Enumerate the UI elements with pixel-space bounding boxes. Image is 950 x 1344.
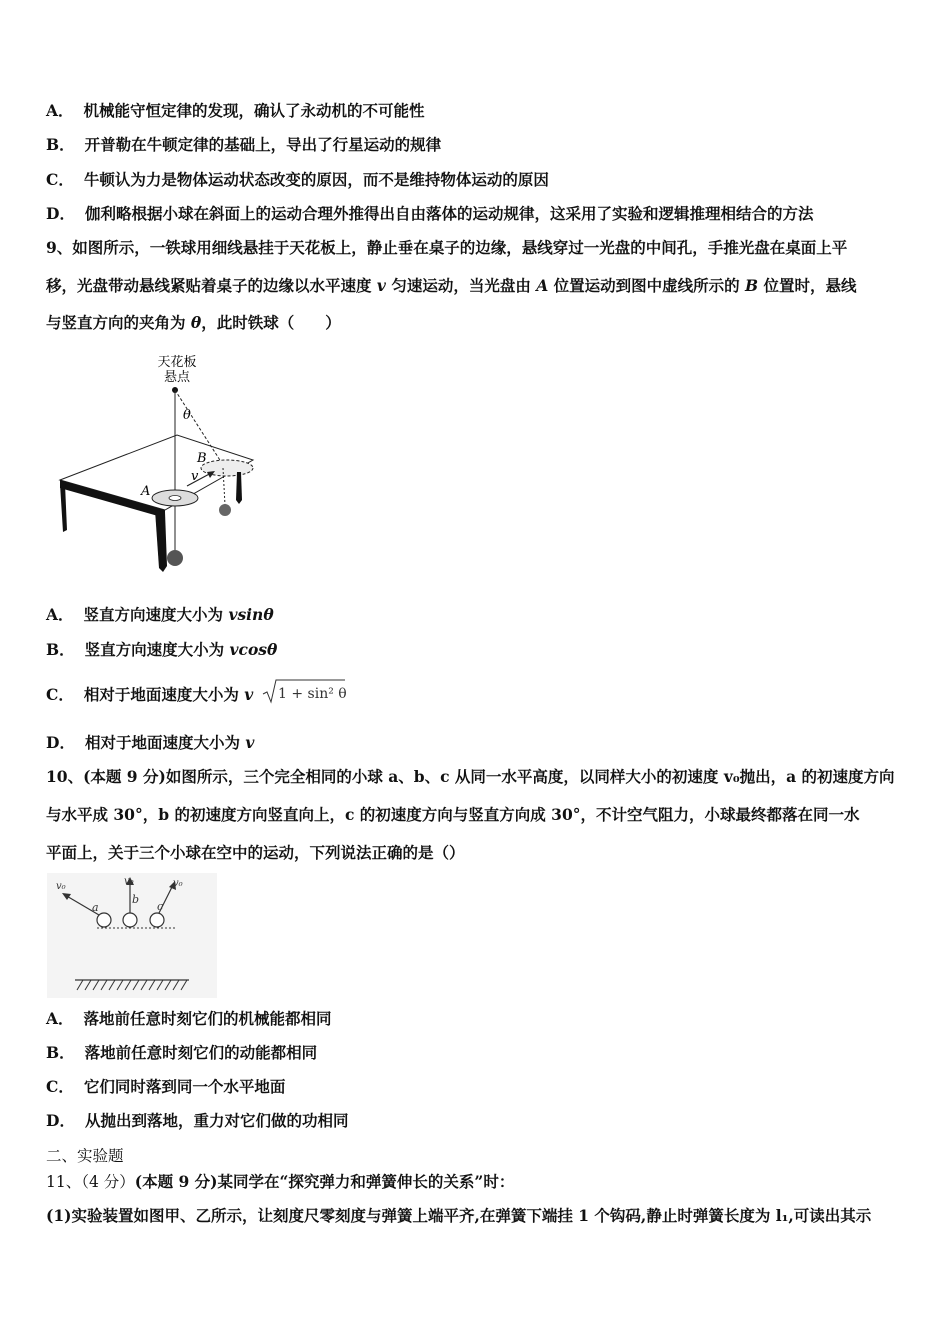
figure-background (47, 873, 217, 998)
text-run: 匀速运动，当光盘由 (385, 276, 537, 295)
option-letter: A． (46, 1009, 74, 1028)
ball-c (150, 913, 164, 927)
q10-figure-projectiles (47, 873, 217, 998)
q9-stem-line2 (46, 276, 857, 296)
figure-label-b: B (197, 451, 207, 466)
sqrt-formula (261, 677, 347, 705)
var-theta: θ (190, 313, 202, 332)
q9-stem-line3 (46, 313, 341, 333)
option-letter: D． (46, 733, 75, 752)
option-text: 落地前任意时刻它们的机械能都相同 (83, 1009, 332, 1028)
q11-stem-line2: (1)实验装置如图甲、乙所示，让刻度尺零刻度与弹簧上端平齐,在弹簧下端挂 1 个钩码,静止时弹簧长度为 l₁,可读出其示 (46, 1206, 872, 1225)
text-run: ，此时铁球（ ） (201, 313, 341, 332)
disc-a-hole (169, 496, 181, 501)
q8-option-a (46, 101, 425, 121)
option-letter: C． (46, 1077, 74, 1096)
option-letter: B． (46, 135, 75, 154)
option-text: 伽利略根据小球在斜面上的运动合理外推得出自由落体的运动规律，这采用了实验和逻辑推理相结合的方法 (84, 204, 814, 223)
figure-label-a: A (141, 484, 151, 499)
option-text: 落地前任意时刻它们的动能都相同 (84, 1043, 318, 1062)
option-text: 开普勒在牛顿定律的基础上，导出了行星运动的规律 (84, 135, 442, 154)
sqrt-radicand: 1 + sin² θ (277, 686, 347, 702)
q9-option-a (46, 605, 274, 625)
q10-option-a (46, 1009, 332, 1029)
figure-label-v: v (191, 469, 199, 484)
option-text: 相对于地面速度大小为 (83, 685, 245, 704)
table-leg-back (236, 472, 242, 504)
q10-stem-line3: 平面上，关于三个小球在空中的运动，下列说法正确的是（） (46, 843, 465, 862)
q10-option-c (46, 1077, 285, 1097)
q8-option-c (46, 170, 549, 190)
text-run: 位置时，悬线 (758, 276, 857, 295)
q9-option-c (46, 680, 347, 710)
var-v: v (376, 276, 386, 295)
ball-b (219, 504, 231, 516)
text-run: 位置运动到图中虚线所示的 (548, 276, 746, 295)
text-run: 与竖直方向的夹角为 (46, 313, 191, 332)
label-a: a (92, 901, 99, 914)
option-text: 牛顿认为力是物体运动状态改变的原因，而不是维持物体运动的原因 (83, 170, 549, 189)
table-leg (60, 484, 67, 532)
option-letter: D． (46, 204, 75, 223)
option-text: 相对于地面速度大小为 (84, 733, 246, 752)
option-letter: B． (46, 640, 75, 659)
label-c: c (157, 900, 164, 913)
ball-b (123, 913, 137, 927)
figure-label-ceiling: 天花板 (157, 355, 197, 370)
q9-figure-table-pendulum (55, 350, 270, 580)
q8-option-b (46, 135, 441, 155)
ball-a (167, 550, 183, 566)
label-v0: v₀ (56, 881, 66, 892)
option-letter: A． (46, 101, 74, 120)
option-text: 竖直方向速度大小为 (83, 605, 229, 624)
option-expression: vcosθ (229, 640, 278, 659)
option-letter: B． (46, 1043, 75, 1062)
option-letter: C． (46, 170, 74, 189)
q9-option-b (46, 640, 277, 660)
text-run: 移，光盘带动悬线紧贴着桌子的边缘以水平速度 (46, 276, 377, 295)
option-text: 机械能守恒定律的发现，确认了永动机的不可能性 (83, 101, 425, 120)
ball-a (97, 913, 111, 927)
q10-option-b (46, 1043, 317, 1063)
q11-stem-line1 (46, 1172, 514, 1192)
table-leg (155, 510, 167, 572)
question-score: 11、（4 分） (46, 1173, 135, 1191)
figure-label-suspension-point: 悬点 (163, 370, 191, 385)
q10-stem-line1: 10、(本题 9 分)如图所示，三个完全相同的小球 a、b、c 从同一水平高度，以同样大小的初速度 v₀抛出，a 的初速度方向 (46, 767, 895, 786)
option-expression: v (245, 733, 255, 752)
q9-stem-line1: 9、如图所示，一铁球用细线悬挂于天花板上，静止垂在桌子的边缘，悬线穿过一光盘的中间孔，手推光盘在桌面上平 (46, 238, 848, 257)
option-text: 竖直方向速度大小为 (84, 640, 230, 659)
question-text: (本题 9 分)某同学在“探究弹力和弹簧伸长的关系”时： (134, 1172, 515, 1191)
var-a: A (536, 276, 549, 295)
option-text: 它们同时落到同一个水平地面 (83, 1077, 286, 1096)
option-text: 从抛出到落地，重力对它们做的功相同 (84, 1111, 349, 1130)
var-b: B (745, 276, 759, 295)
option-expression: v (244, 685, 254, 704)
q8-option-d (46, 204, 813, 224)
option-expression: vsinθ (228, 605, 274, 624)
q10-option-d (46, 1111, 348, 1131)
label-v0: v₀ (124, 876, 134, 887)
q9-option-d (46, 733, 254, 753)
label-b: b (132, 893, 140, 906)
figure-label-theta: θ (183, 408, 191, 423)
option-letter: D． (46, 1111, 75, 1130)
option-letter: A． (46, 605, 74, 624)
option-letter: C． (46, 685, 74, 704)
label-v0: v₀ (173, 878, 183, 889)
section-title: 二、实验题 (46, 1147, 124, 1165)
q10-stem-line2: 与水平成 30°，b 的初速度方向竖直向上，c 的初速度方向与竖直方向成 30°，不计空气阻力，小球最终都落在同一水 (46, 805, 860, 824)
